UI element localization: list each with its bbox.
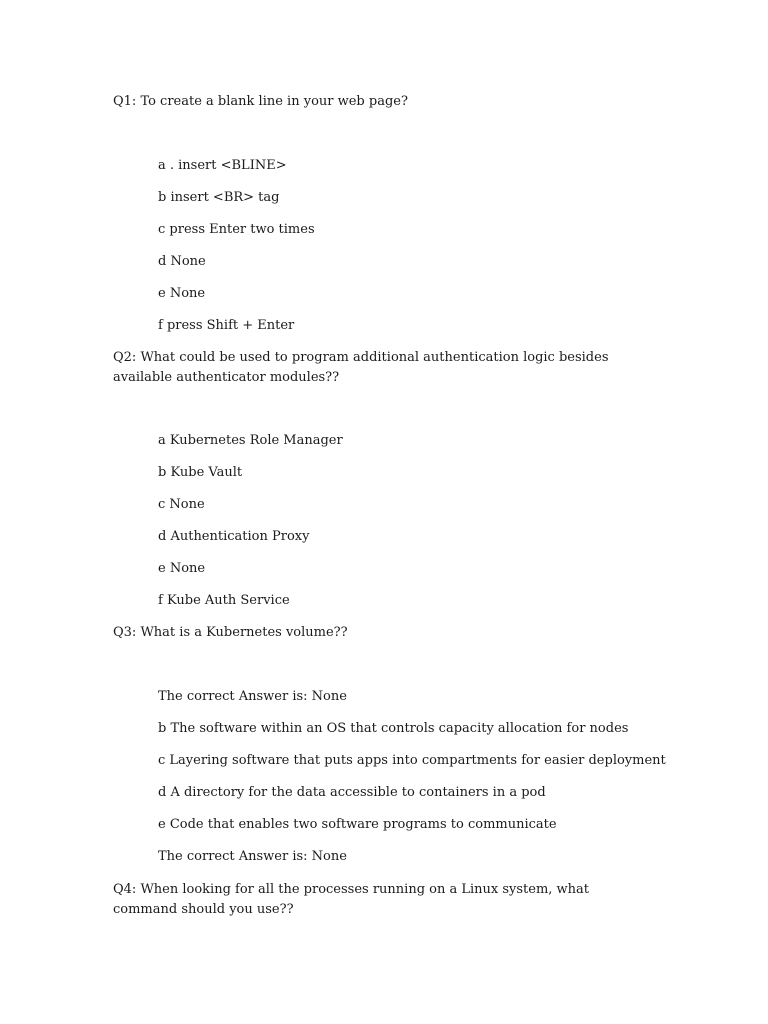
- question-2-option-c: c None: [158, 497, 205, 512]
- question-2-option-e: e None: [158, 561, 206, 576]
- question-3-option-6: The correct Answer is: None: [158, 849, 347, 864]
- question-1-option-b: b insert <BR> tag: [158, 190, 280, 205]
- question-3-option-e: e Code that enables two software programs to communicate: [158, 817, 557, 832]
- question-2-option-b: b Kube Vault: [158, 465, 243, 480]
- question-1-option-f: f press Shift + Enter: [158, 318, 295, 333]
- question-3-text: Q3: What is a Kubernetes volume??: [113, 625, 348, 640]
- question-2-option-a: a Kubernetes Role Manager: [158, 433, 343, 448]
- question-3-option-d: d A directory for the data accessible to containers in a pod: [158, 785, 546, 800]
- question-1-option-d: d None: [158, 254, 206, 269]
- question-1-text: Q1: To create a blank line in your web page?: [113, 94, 408, 109]
- question-3-option-b: b The software within an OS that controls capacity allocation for nodes: [158, 721, 629, 736]
- question-4-text: Q4: When looking for all the processes running on a Linux system, what command should you use??: [113, 882, 590, 917]
- question-1-option-e: e None: [158, 286, 206, 301]
- question-3-option-c: c Layering software that puts apps into compartments for easier deployment: [158, 753, 666, 768]
- question-2-text: Q2: What could be used to program additional authentication logic besides available authenticator modules??: [113, 350, 609, 385]
- question-2-option-f: f Kube Auth Service: [158, 593, 290, 608]
- question-2-option-d: d Authentication Proxy: [158, 529, 310, 544]
- question-3-option-1: The correct Answer is: None: [158, 689, 347, 704]
- question-1-option-a: a . insert <BLINE>: [158, 158, 287, 173]
- question-1-option-c: c press Enter two times: [158, 222, 315, 237]
